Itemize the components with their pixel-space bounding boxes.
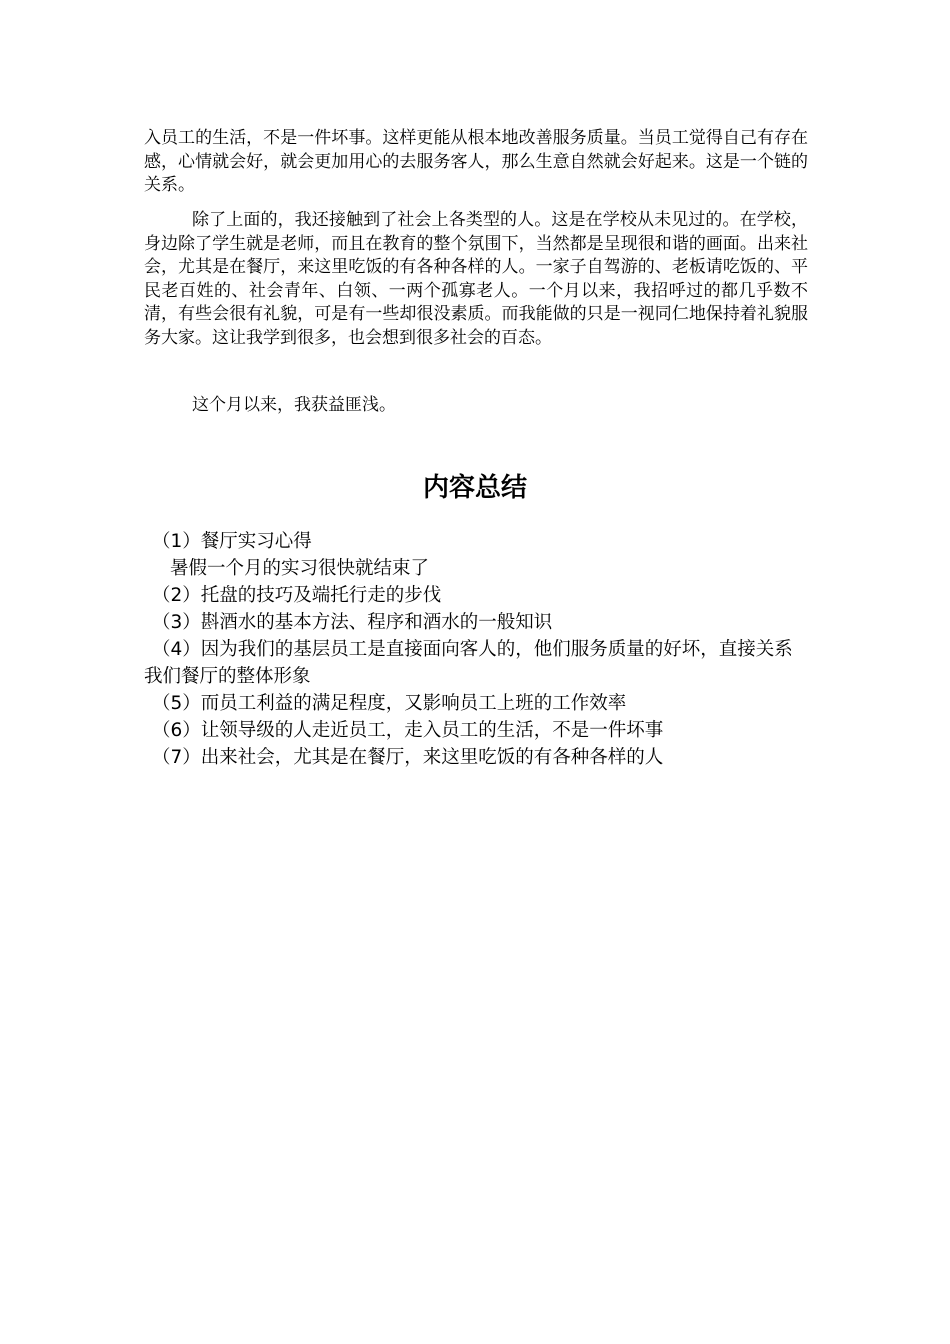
body-paragraph: 这个月以来，我获益匪浅。: [192, 395, 396, 415]
summary-item: （6）让领导级的人走近员工，走入员工的生活，不是一件坏事: [152, 720, 664, 741]
body-paragraph: 除了上面的，我还接触到了社会上各类型的人。这是在学校从未见过的。在学校，身边除了学生就是老师，而且在教育的整个氛围下，当然都是呈现很和谐的画面。出来社会，尤其是在餐厅，来这里吃饭的有各种各样的人。一家子自驾游的、老板请吃饭的、平民老百姓的、社会青年、白领、一两个孤寡老人。一个月以来，我招呼过的都几乎数不清，有些会很有礼貌，可是有一些却很没素质。而我能做的只是一视同仁地保持着礼貌服务大家。这让我学到很多，也会想到很多社会的百态。: [144, 210, 808, 348]
summary-list: [144, 528, 808, 771]
summary-item: （1）餐厅实习心得: [152, 531, 312, 552]
summary-title: 内容总结: [422, 473, 527, 503]
summary-item: （4）因为我们的基层员工是直接面向客人的，他们服务质量的好坏，直接关系我们餐厅的整体形象: [144, 639, 793, 687]
body-paragraph: 入员工的生活，不是一件坏事。这样更能从根本地改善服务质量。当员工觉得自己有存在感，心情就会好，就会更加用心的去服务客人，那么生意自然就会好起来。这是一个链的关系。: [144, 128, 808, 195]
summary-item: （7）出来社会，尤其是在餐厅，来这里吃饭的有各种各样的人: [152, 747, 664, 768]
summary-subitem: 暑假一个月的实习很快就结束了: [170, 558, 430, 579]
summary-item: （2）托盘的技巧及端托行走的步伐: [152, 585, 442, 606]
summary-item: （5）而员工利益的满足程度，又影响员工上班的工作效率: [152, 693, 627, 714]
summary-item: （3）斟酒水的基本方法、程序和酒水的一般知识: [152, 612, 553, 633]
